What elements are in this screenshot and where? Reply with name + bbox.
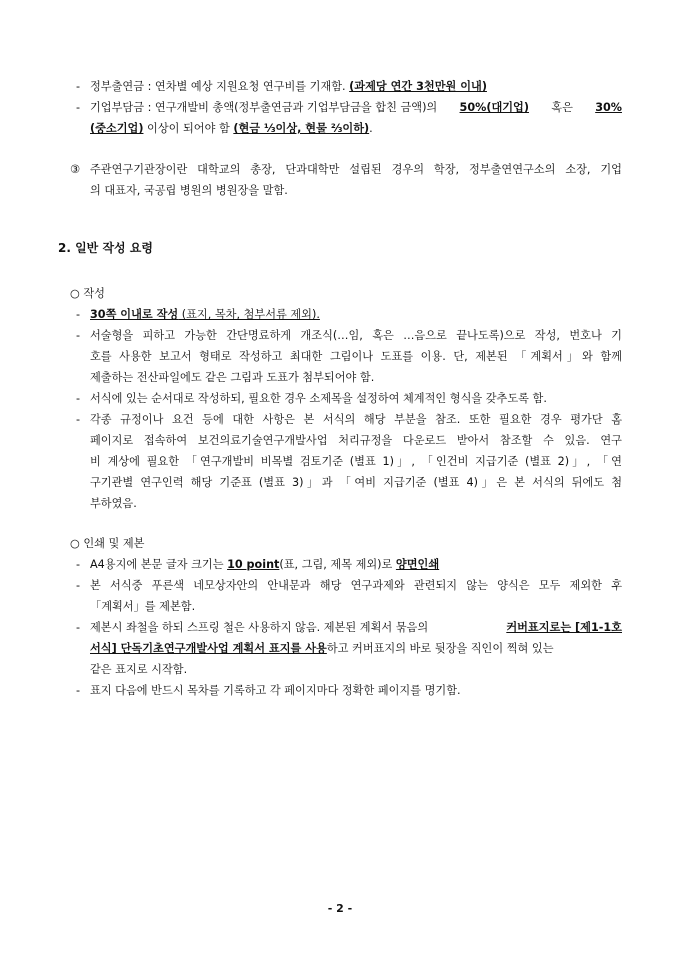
print-item-binding-line1 xyxy=(90,617,622,639)
binding-text: 제본시 좌철을 하되 스프링 철은 사용하지 않음. 제본된 계획서 묶음의 xyxy=(90,621,432,634)
bullet-dash: - xyxy=(76,413,81,426)
print-font-text: A4용지에 본문 글자 크기는 xyxy=(90,558,228,571)
print-item-binding-line3: 같은 표지로 시작함. xyxy=(90,663,188,676)
binding-cover-ref: 커버표지로는 [제1-1호 xyxy=(506,621,622,634)
note-line1: 주관연구기관장이란 대학교의 총장, 단과대학만 설립된 경우의 학장, 정부출연연구소의 소장, 기업 xyxy=(90,163,622,176)
govt-fund-item xyxy=(90,76,487,98)
company-fund-small-pct: 30% xyxy=(595,101,622,114)
company-fund-text: 기업부담금 : 연구개발비 총액(정부출연금과 기업부담금을 합친 금액)의 xyxy=(90,101,441,114)
binding-cover-rest: 하고 커버표지의 바로 뒷장을 직인이 찍혀 있는 xyxy=(326,642,554,655)
note-mark: ③ xyxy=(70,163,81,176)
company-fund-text2: 이상이 되어야 함 xyxy=(143,122,234,135)
print-duplex: 양면인쇄 xyxy=(395,558,440,571)
print-font-size: 10 point xyxy=(227,558,280,571)
bullet-dash: - xyxy=(76,621,81,634)
write-item-style-line2: 호를 사용한 보고서 형태로 작성하고 최대한 그림이나 도표를 이용. 단, 제본된 「계획서」와 함께 xyxy=(90,350,622,363)
bullet-dash: - xyxy=(76,684,81,697)
bullet-dash: - xyxy=(76,579,81,592)
bullet-dash: - xyxy=(76,392,81,405)
print-item-exclude-line1: 본 서식중 푸른색 네모상자안의 안내문과 해당 연구과제와 관련되지 않는 양식은 모두 제외한 후 xyxy=(90,579,622,592)
bullet-dash: - xyxy=(76,329,81,342)
company-fund-ratio: (현금 ⅓이상, 현물 ⅔이하) xyxy=(233,122,370,135)
print-item-binding-line2 xyxy=(90,638,554,660)
section-title: 2. 일반 작성 요령 xyxy=(58,241,153,255)
page-limit-exclusions: (표지, 목차, 첨부서류 제외). xyxy=(178,308,320,321)
print-item-exclude-line2: 「계획서」를 제본함. xyxy=(90,600,196,613)
write-item-rules-line3: 비 계상에 필요한 「연구개발비 비목별 검토기준 (별표 1)」, 「인건비 지급기준 (별표 2)」, 「연 xyxy=(90,455,622,468)
print-item-font xyxy=(90,554,439,576)
company-fund-or: 혹은 xyxy=(547,101,577,114)
bullet-dash: - xyxy=(76,80,81,93)
binding-cover-form: 서식] 단독기초연구개발사업 계획서 표지를 사용 xyxy=(90,642,327,655)
bullet-dash: - xyxy=(76,101,81,114)
page-limit-text: 30쪽 이내로 작성 xyxy=(90,308,179,321)
print-item-toc: 표지 다음에 반드시 목차를 기록하고 각 페이지마다 정확한 페이지를 명기함. xyxy=(90,684,461,697)
govt-fund-limit: (과제당 연간 3천만원 이내) xyxy=(349,80,487,93)
company-fund-period: . xyxy=(369,122,373,135)
write-heading: ○ 작성 xyxy=(70,287,105,300)
bullet-dash: - xyxy=(76,558,81,571)
write-item-rules-line2: 페이지로 접속하여 보건의료기술연구개발사업 처리규정을 다운로드 받아서 참조할 수 있음. 연구 xyxy=(90,434,622,447)
write-item-style-line1: 서술형을 피하고 가능한 간단명료하게 개조식(…임, 혹은 …음으로 끝나도록)으로 작성, 번호나 기 xyxy=(90,329,622,342)
govt-fund-text: 정부출연금 : 연차별 예상 지원요청 연구비를 기재함. xyxy=(90,80,350,93)
write-item-rules-line1: 각종 규정이나 요건 등에 대한 사항은 본 서식의 해당 부분을 참조. 또한 필요한 경우 평가단 홈 xyxy=(90,413,622,426)
company-fund-item-line2 xyxy=(90,118,373,140)
write-item-rules-line4: 구기관별 연구인력 해당 기준표 (별표 3)」과 「여비 지급기준 (별표 4)」은 본 서식의 뒤에도 첨 xyxy=(90,476,622,489)
company-fund-large-pct: 50%(대기업) xyxy=(459,101,529,114)
print-font-exclusions: (표, 그림, 제목 제외)로 xyxy=(279,558,396,571)
write-item-page-limit xyxy=(90,304,320,326)
company-fund-sme: (중소기업) xyxy=(90,122,144,135)
print-heading: ○ 인쇄 및 제본 xyxy=(70,537,145,550)
write-item-order: 서식에 있는 순서대로 작성하되, 필요한 경우 소제목을 설정하여 체계적인 형식을 갖추도록 함. xyxy=(90,392,547,405)
page-number: - 2 - xyxy=(327,902,353,915)
write-item-style-line3: 제출하는 전산파일에도 같은 그림과 도표가 첨부되어야 함. xyxy=(90,371,375,384)
bullet-dash: - xyxy=(76,308,81,321)
write-item-rules-line5: 부하였음. xyxy=(90,497,137,510)
note-line2: 의 대표자, 국공립 병원의 병원장을 말함. xyxy=(90,184,288,197)
company-fund-item-line1 xyxy=(90,97,622,119)
